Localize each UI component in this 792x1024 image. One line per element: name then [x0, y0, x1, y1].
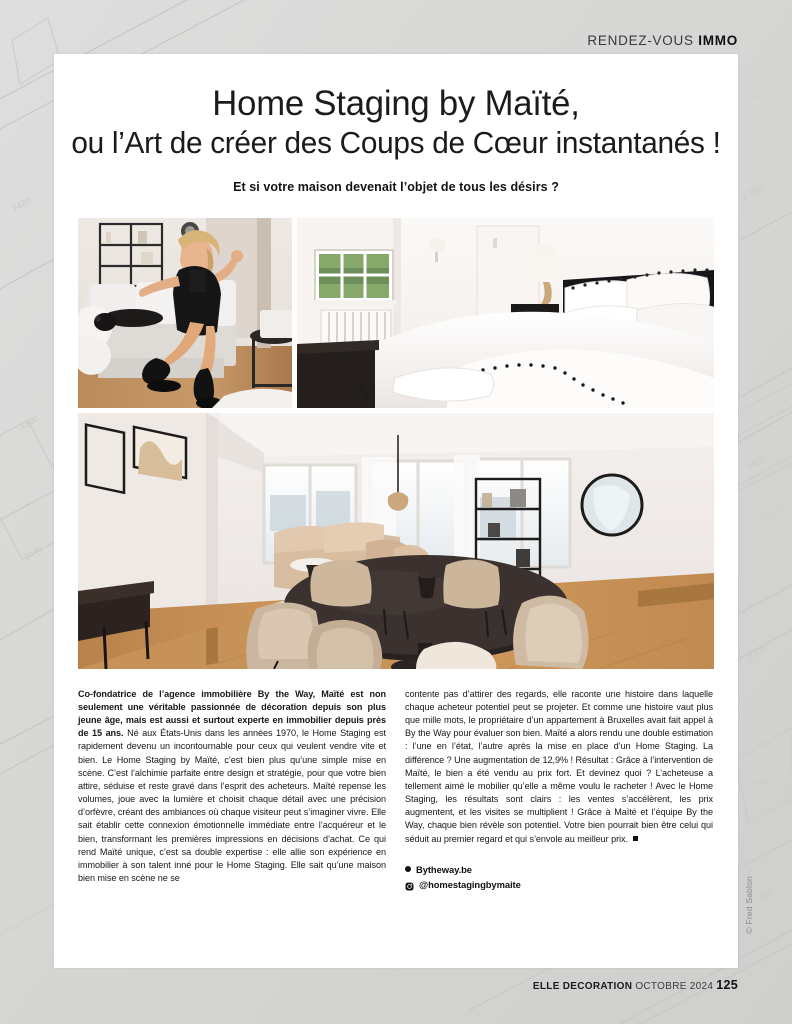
article-column-left [78, 688, 386, 892]
running-head-section: IMMO [698, 33, 738, 48]
contact-website-row[interactable] [405, 862, 713, 877]
photo-row-top [78, 218, 714, 408]
contact-instagram-row[interactable] [405, 877, 713, 892]
svg-text:360: 360 [758, 885, 777, 902]
running-head-prefix: RENDEZ-VOUS [587, 33, 699, 48]
photo-white-bedroom [297, 218, 714, 408]
photo-credit: © Fred Sablon [744, 876, 754, 934]
issue-date: OCTOBRE 2024 [635, 981, 714, 992]
article-column-right [405, 688, 713, 892]
contact-website[interactable]: Bytheway.be [416, 863, 472, 875]
bullet-icon [405, 866, 411, 872]
article-body [78, 688, 714, 892]
svg-text:1420: 1420 [10, 195, 33, 214]
contact-instagram-handle[interactable]: @homestagingbymaite [419, 878, 521, 890]
page-subtitle-line: ou l’Art de créer des Coups de Cœur instantanés ! [71, 125, 721, 161]
page-title: Home Staging by Maïté, [212, 84, 580, 123]
end-of-article-mark [633, 836, 638, 841]
article-lead: Co-fondatrice de l’agence immobilière By the Way, Maïté est non seulement une véritable passionnée de décoration depuis son plus jeune âge, mais est aussi et surtout experte en immobilier depuis près de 15 ans. [78, 688, 386, 739]
article-right-body: contente pas d’attirer des regards, elle raconte une histoire dans laquelle chaque acheteur potentiel peut se projeter. Et comme une histoire vaut plus que mille mots, le propriétaire d’un appartement à Bruxelles avait fait appel à By the Way pour évaluer son bien. Maïté a alors rendu une double estimation : l’une en l’état, l’autre après la mise en place d’un Home Staging. La différence ? Une augmentation de 12,9% ! Résultat : Grâce à l’intervention de Maïté, le bien a été vendu au prix fort. Et devinez quoi ? L’acheteuse a tellement aimé le mobilier qu’elle a même voulu le racheter ! Avec le Home Staging, les résultats sont clairs : les ventes s’accélèrent, les prix augmentent, et les visites se multiplient ! Grâce à Maïté et l’équipe By the Way, chaque bien révèle son potentiel. Votre bien pourrait bien être celui qui séduit au premier regard et qui s’envole au meilleur prix. [405, 688, 713, 844]
running-head [587, 33, 738, 48]
article-standfirst: Et si votre maison devenait l’objet de tous les désirs ? [233, 179, 559, 194]
article-header [54, 54, 738, 194]
photo-portrait-woman-on-sofa [78, 218, 292, 408]
svg-text:2 200: 2 200 [740, 182, 765, 202]
photo-living-dining-room [78, 413, 714, 669]
page-footer [533, 978, 738, 992]
svg-text:780: 780 [752, 775, 771, 792]
svg-text:1420: 1420 [744, 453, 767, 472]
contact-block [405, 862, 713, 892]
magazine-brand: ELLE DECORATION [532, 981, 633, 992]
page-number: 125 [716, 978, 738, 992]
instagram-icon [405, 880, 414, 889]
svg-text:3140: 3140 [22, 543, 45, 562]
article-left-body: Né aux États-Unis dans les années 1970, le Home Staging est rapidement devenu un incontournable pour ceux qui veulent vendre vite et bien. Le Home Staging by Maïté, c’est bien plus qu’une simple mise en scène. C’est l’alchimie parfaite entre design et stratégie, pour que votre bien attire, séduise et reste gravé dans l’esprit des acheteurs. Maïté repense les volumes, joue avec la lumière et choisit chaque détail avec une précision d’orfèvre, créant des ambiances où chaque visiteur peut s’imaginer vivre. Elle sait établir cette connexion émotionnelle immédiate entre l’acquéreur et le bien, transformant les premières impressions en décisions d’achat. Ce qui rend Maïté unique, c’est sa double expertise : elle allie son expérience en immobilier à son talent inné pour le Home Staging. Elle sait qu’une maison bien mise en scène ne se [78, 728, 386, 884]
magazine-page [54, 54, 738, 968]
svg-text:1300: 1300 [18, 413, 41, 432]
photo-grid [78, 218, 714, 669]
svg-text:2600: 2600 [746, 643, 769, 662]
